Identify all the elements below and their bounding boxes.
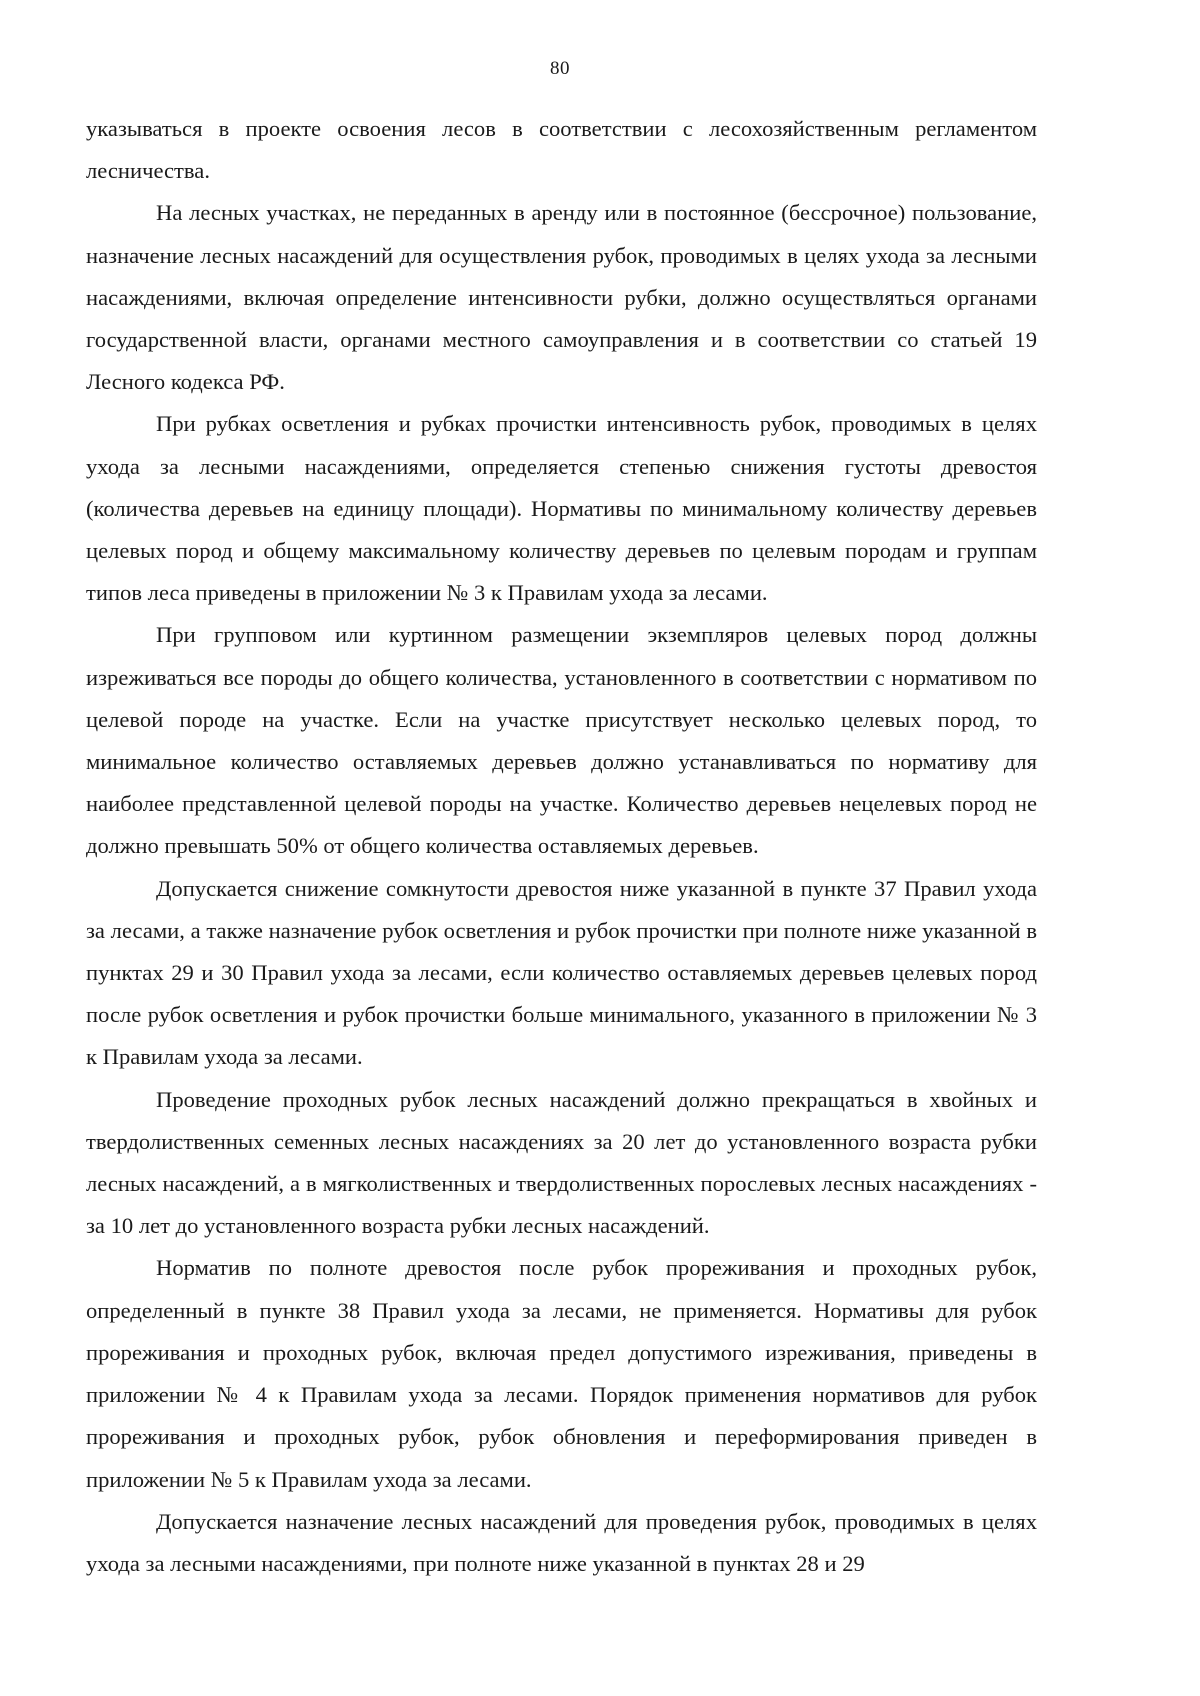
paragraph: Проведение проходных рубок лесных насаждений должно прекращаться в хвойных и твердолиственных семенных лесных насаждениях за 20 лет до установленного возраста рубки лесных насаждений, а в мягколиственных и твердолиственных порослевых лесных насаждениях - за 10 лет до установленного возраста рубки лесных насаждений. [86, 1086, 1037, 1239]
paragraph: При рубках осветления и рубках прочистки интенсивность рубок, проводимых в целях ухода за лесными насаждениями, определяется степенью снижения густоты древостоя (количества деревьев на единицу площади). Нормативы по минимальному количеству деревьев целевых пород и общему максимальному количеству деревьев по целевым породам и группам типов леса приведены в приложении № 3 к Правилам ухода за лесами. [86, 411, 1037, 606]
paragraph: Допускается снижение сомкнутости древостоя ниже указанной в пункте 37 Правил ухода за лесами, а также назначение рубок осветления и рубок прочистки при полноте ниже указанной в пунктах 29 и 30 Правил ухода за лесами, если количество оставляемых деревьев целевых пород после рубок осветления и рубок прочистки больше минимального, указанного в приложении № 3 к Правилам ухода за лесами. [86, 875, 1037, 1070]
paragraph: Норматив по полноте древостоя после рубок прореживания и проходных рубок, определенный в пункте 38 Правил ухода за лесами, не применяется. Нормативы для рубок прореживания и проходных рубок, включая предел допустимого изреживания, приведены в приложении № 4 к Правилам ухода за лесами. Порядок применения нормативов для рубок прореживания и проходных рубок, рубок обновления и переформирования приведен в приложении № 5 к Правилам ухода за лесами. [86, 1255, 1037, 1492]
paragraph-continuation: указываться в проекте освоения лесов в соответствии с лесохозяйственным регламентом лесничества. [86, 116, 1037, 184]
page-number: 80 [550, 58, 570, 79]
paragraph: При групповом или куртинном размещении экземпляров целевых пород должны изреживаться все породы до общего количества, установленного в соответствии с нормативом по целевой породе на участке. Если на участке присутствует несколько целевых пород, то минимальное количество оставляемых деревьев должно устанавливаться по нормативу для наиболее представленной целевой породы на участке. Количество деревьев нецелевых пород не должно превышать 50% от общего количества оставляемых деревьев. [86, 622, 1037, 859]
paragraph: На лесных участках, не переданных в аренду или в постоянное (бессрочное) пользование, назначение лесных насаждений для осуществления рубок, проводимых в целях ухода за лесными насаждениями, включая определение интенсивности рубки, должно осуществляться органами государственной власти, органами местного самоуправления и в соответствии со статьей 19 Лесного кодекса РФ. [86, 200, 1037, 395]
paragraph: Допускается назначение лесных насаждений для проведения рубок, проводимых в целях ухода за лесными насаждениями, при полноте ниже указанной в пунктах 28 и 29 [86, 1508, 1037, 1576]
document-body [86, 108, 1037, 1585]
